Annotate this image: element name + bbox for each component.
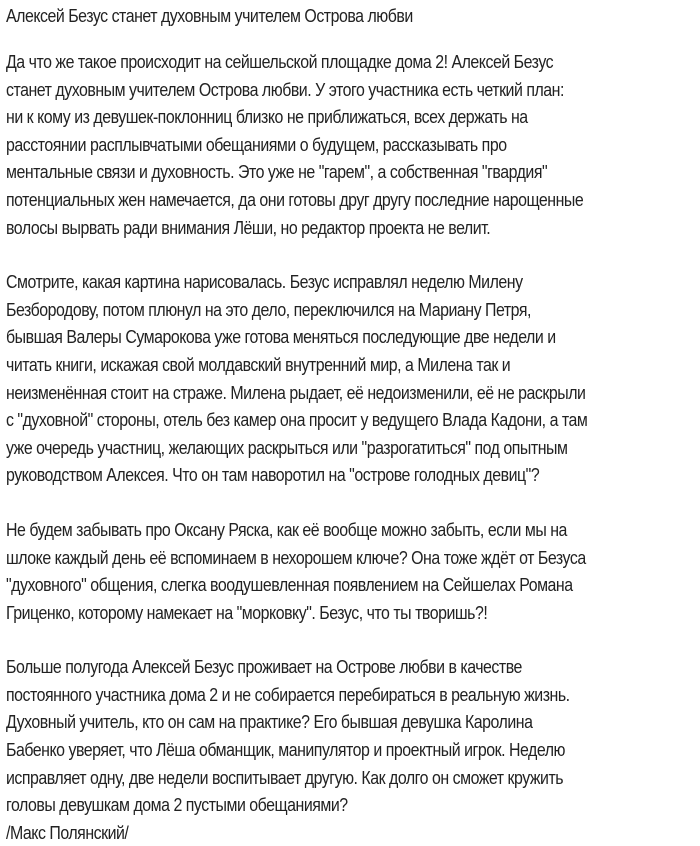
paragraph-2 [6, 268, 696, 489]
article-title [6, 2, 696, 30]
paragraph-line: Духовный учитель, кто он сам на практике? Его бывшая девушка Каролина [6, 711, 533, 733]
paragraph-line: потенциальных жен намечается, да они готовы друг другу последние нарощенные [6, 188, 584, 210]
paragraph-line: Смотрите, какая картина нарисовалась. Безус исправлял неделю Милену [6, 271, 523, 293]
paragraph-line: головы девушкам дома 2 пустыми обещаниями? [6, 794, 348, 816]
paragraph-line: Больше полугода Алексей Безус проживает на Острове любви в качестве [6, 656, 522, 678]
paragraph-line: постоянного участника дома 2 и не собирается перебираться в реальную жизнь. [6, 683, 570, 705]
paragraph-line: станет духовным учителем Острова любви. У этого участника есть четкий план: [6, 78, 564, 100]
paragraph-line: Бабенко уверяет, что Лёша обманщик, манипулятор и проектный игрок. Неделю [6, 739, 565, 761]
paragraph-line: ментальные связи и духовность. Это уже не "гарем", а собственная "гвардия" [6, 161, 548, 183]
author-signature [6, 819, 696, 846]
paragraph-line: исправляет одну, две недели воспитывает другую. Как долго он сможет кружить [6, 766, 564, 788]
author-signature-text: /Макс Полянский/ [6, 821, 129, 843]
paragraph-4 [6, 653, 696, 819]
paragraph-line: шлоке каждый день её вспоминаем в нехорошем ключе? Она тоже ждёт от Безуса [6, 546, 586, 568]
paragraph-line: Гриценко, которому намекает на "морковку". Безус, что ты творишь?! [6, 601, 488, 623]
paragraph-line: Да что же такое происходит на сейшельской площадке дома 2! Алексей Безус [6, 51, 554, 72]
paragraph-line: "духовного" общения, слегка воодушевленная появлением на Сейшелах Романа [6, 574, 573, 596]
paragraph-line: с "духовной" стороны, отель без камер она просит у ведущего Влада Кадони, а там [6, 409, 588, 431]
paragraph-line: Безбородову, потом плюнул на это дело, переключился на Мариану Петря, [6, 298, 531, 320]
paragraph-line: неизменённая стоит на страже. Милена рыдает, её недоизменили, её не раскрыли [6, 381, 586, 403]
paragraph-line: бывшая Валеры Сумарокова уже готова меняться последующие две недели и [6, 326, 556, 348]
paragraph-line: Не будем забывать про Оксану Ряска, как её вообще можно забыть, если мы на [6, 518, 567, 540]
paragraph-line: уже очередь участниц, желающих раскрыться или "разрогатиться" под опытным [6, 436, 568, 458]
paragraph-line: руководством Алексея. Что он там наворотил на "острове голодных девиц"? [6, 464, 540, 486]
paragraph-3 [6, 516, 696, 626]
paragraph-line: волосы вырвать ради внимания Лёши, но редактор проекта не велит. [6, 216, 491, 238]
article-title-text: Алексей Безус станет духовным учителем Острова любви [6, 5, 413, 26]
paragraph-line: расстоянии расплывчатыми обещаниями о будущем, рассказывать про [6, 133, 507, 155]
paragraph-1 [6, 48, 696, 241]
paragraph-line: ни к кому из девушек-поклонниц близко не приближаться, всех держать на [6, 106, 528, 128]
paragraph-line: читать книги, искажая свой молдавский внутренний мир, а Милена так и [6, 353, 511, 375]
